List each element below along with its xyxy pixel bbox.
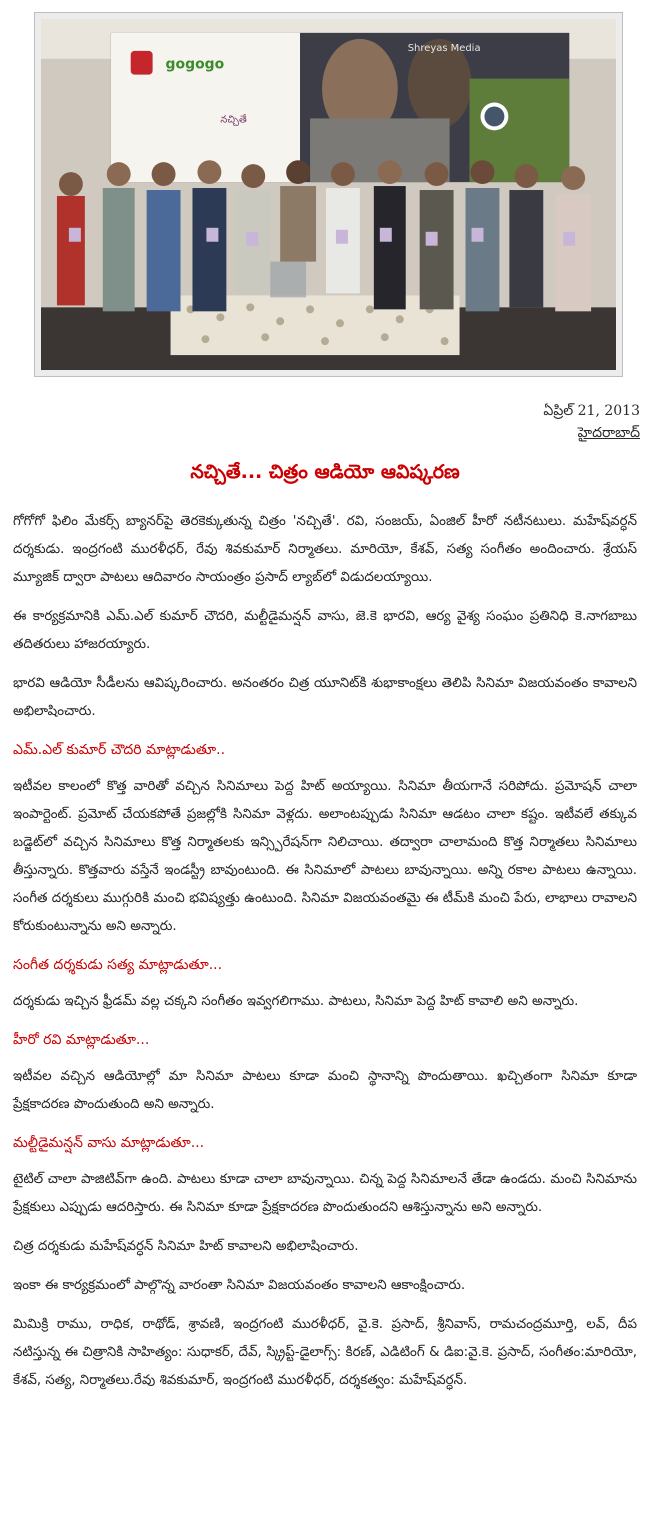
article-paragraph: దర్శకుడు ఇచ్చిన ఫ్రీడమ్ వల్ల చక్కని సంగీతం ఇవ్వగలిగాము. పాటలు, సినిమా పెద్ద హిట్ కావాలి అని అన్నారు.	[13, 994, 579, 1009]
speaker-subheading: హీరో రవి మాట్లాడుతూ...	[13, 1032, 150, 1048]
event-photo-frame	[34, 12, 623, 377]
banner-logo-left: gogogo	[165, 56, 225, 73]
publish-date: ఏప్రిల్ 21, 2013	[543, 403, 640, 419]
banner-poster-script: నచ్చితే	[220, 114, 247, 126]
article-paragraph: ఇంకా ఈ కార్యక్రమంలో పాల్గొన్న వారంతా సినిమా విజయవంతం కావాలని ఆకాంక్షించారు.	[13, 1278, 466, 1293]
speaker-subheading: ఎమ్.ఎల్ కుమార్ చౌదరి మాట్లాడుతూ..	[13, 742, 226, 758]
article-paragraph: భారవి ఆడియో సీడీలను ఆవిష్కరించారు. అనంతరం చిత్ర యూనిట్‌కి శుభాకాంక్షలు తెలిపి సినిమా విజయవంతం కావాలని అభిలాషించారు.	[13, 676, 637, 719]
dateline-city: హైదరాబాద్	[577, 425, 640, 441]
article-headline: నచ్చితే... చిత్రం ఆడియో ఆవిష్కరణ	[190, 461, 460, 483]
article-paragraph: ఇటీవల వచ్చిన ఆడియోల్లో మా సినిమా పాటలు కూడా మంచి స్థానాన్ని పొందుతాయి. ఖచ్చితంగా సినిమా కూడా ప్రేక్షకాదరణ పొందుతుంది అని అన్నారు.	[13, 1069, 637, 1112]
article-body	[13, 508, 637, 1406]
article-paragraph: ఇటీవల కాలంలో కొత్త వారితో వచ్చిన సినిమాలు పెద్ద హిట్ అయ్యాయి. సినిమా తీయగానే సరిపోదు. ప్రమోషన్ చాలా ఇంపార్టెంట్. ప్రమోట్ చేయకపోతే ప్రజల్లోకి సినిమా వెళ్లదు. అలాంటప్పుడు సినిమా ఆడటం చాలా కష్టం. ఇటీవలే తక్కువ బడ్జెట్‌లో వచ్చిన సినిమాలు కొత్త నిర్మాతలకు ఇన్స్పిరేషన్‌గా నిలిచాయి. తద్వారా చాలామంది కొత్త నిర్మాతలు సినిమాలు తీస్తున్నారు. కొత్తవారు వస్తేనే ఇండస్ట్రీ బావుంటుంది. ఈ సినిమాలో పాటలు బావున్నాయి. అన్ని రకాల పాటలు ఉన్నాయి. సంగీత దర్శకులు ముగ్గురికి మంచి భవిష్యత్తు ఉంటుంది. సినిమా విజయవంతమై ఈ టీమ్‌కి మంచి పేరు, లాభాలు రావాలని కోరుకుంటున్నాను అని అన్నారు.	[13, 779, 637, 934]
banner-logo-right: Shreyas Media	[407, 42, 481, 54]
article-paragraph: ఈ కార్యక్రమానికి ఎమ్.ఎల్ కుమార్ చౌదరి, మల్టీడైమన్షన్ వాసు, జె.కె భారవి, ఆర్య వైశ్య సంఘం ప్రతినిధి కె.నాగబాబు తదితరులు హాజరయ్యారు.	[13, 609, 637, 652]
article-paragraph: గోగోగో ఫిలిం మేకర్స్ బ్యానర్‌పై తెరకెక్కుతున్న చిత్రం 'నచ్చితే'. రవి, సంజయ్, ఏంజిల్ హీరో నటీనటులు. మహేష్‌వర్ధన్ దర్శకుడు. ఇంద్రగంటి మురళీధర్, రేవు శివకుమార్ నిర్మాతలు. మారియో, కేశవ్, సత్య సంగీతం అందించారు. శ్రేయస్ మ్యూజిక్ ద్వారా పాటలు ఆదివారం సాయంత్రం ప్రసాద్ ల్యాబ్‌లో విడుదలయ్యాయి.	[13, 514, 637, 585]
event-photo	[41, 19, 616, 370]
speaker-subheading: సంగీత దర్శకుడు సత్య మాట్లాడుతూ...	[13, 957, 223, 973]
dateline	[543, 400, 640, 444]
speaker-subheading: మల్టీడైమన్షన్ వాసు మాట్లాడుతూ...	[13, 1135, 205, 1151]
photo-illustration	[41, 19, 616, 370]
article-paragraph: మిమిక్రి రాము, రాధిక, రాథోడ్, శ్రావణి, ఇంద్రగంటి మురళీధర్, వై.కె. ప్రసాద్, శ్రీనివాస్, రామచంద్రమూర్తి, లవ్, దీప నటిస్తున్న ఈ చిత్రానికి సాహిత్యం: సుధాకర్, దేవ్, స్క్రిప్ట్-డైలాగ్స్: కిరణ్, ఎడిటింగ్ & డిఐ:వై.కె. ప్రసాద్, సంగీతం:మారియో, కేశవ్, సత్య, నిర్మాతలు.రేవు శివకుమార్, ఇంద్రగంటి మురళీధర్, దర్శకత్వం: మహేష్‌వర్ధన్.	[13, 1317, 637, 1388]
article-paragraph: టైటిల్ చాలా పాజిటివ్‌గా ఉంది. పాటలు కూడా చాలా బావున్నాయి. చిన్న పెద్ద సినిమాలనే తేడా ఉండదు. మంచి సినిమాను ప్రేక్షకులు ఎప్పుడు ఆదరిస్తారు. ఈ సినిమా కూడా ప్రేక్షకాదరణ పొందుతుందని ఆశిస్తున్నాను అని అన్నారు.	[13, 1172, 637, 1215]
article-paragraph: చిత్ర దర్శకుడు మహేష్‌వర్ధన్ సినిమా హిట్ కావాలని అభిలాషించారు.	[13, 1239, 359, 1254]
